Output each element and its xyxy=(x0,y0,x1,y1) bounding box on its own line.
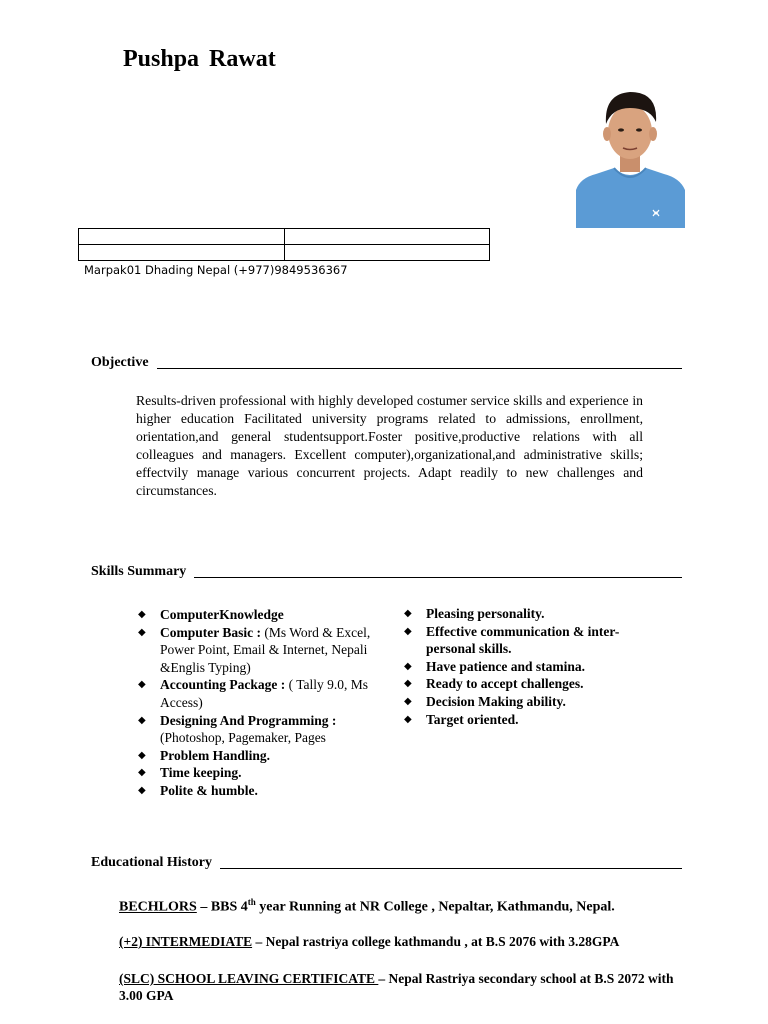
diamond-bullet-icon: ◆ xyxy=(138,714,146,726)
section-rule xyxy=(220,868,682,869)
list-item: ◆ Computer Basic : (Ms Word & Excel, Power Point, Email & Internet, Nepali &Englis Typing) xyxy=(138,624,371,675)
diamond-bullet-icon: ◆ xyxy=(404,625,412,637)
diamond-bullet-icon: ◆ xyxy=(138,626,146,638)
profile-photo-image xyxy=(576,86,685,228)
list-item: ◆ Problem Handling. xyxy=(138,747,271,763)
list-item: ◆ Have patience and stamina. xyxy=(404,658,586,674)
list-item: ◆ Time keeping. xyxy=(138,765,242,781)
diamond-bullet-icon: ◆ xyxy=(404,695,412,707)
diamond-bullet-icon: ◆ xyxy=(138,767,146,779)
skills-list-left xyxy=(136,606,372,800)
list-item: ◆ Target oriented. xyxy=(404,711,519,727)
diamond-bullet-icon: ◆ xyxy=(138,609,146,620)
table-cell xyxy=(284,229,490,245)
list-item: ◆ Designing And Programming : (Photoshop, Pagemaker, Pages xyxy=(138,712,337,746)
list-item: ◆ ComputerKnowledge xyxy=(138,607,284,622)
diamond-bullet-icon: ◆ xyxy=(404,608,412,619)
candidate-name: Pushpa Rawat xyxy=(123,46,276,72)
diamond-bullet-icon: ◆ xyxy=(138,679,146,691)
education-heading-label: Educational History xyxy=(91,855,212,870)
education-item-bachelors: BECHLORS – BBS 4th year Running at NR College , Nepaltar, Kathmandu, Nepal. xyxy=(119,897,615,915)
diamond-bullet-icon: ◆ xyxy=(404,713,412,725)
table-row xyxy=(79,245,490,261)
skills-heading-label: Skills Summary xyxy=(91,564,187,579)
table-row xyxy=(79,229,490,245)
table-cell xyxy=(284,245,490,261)
list-item: ◆ Decision Making ability. xyxy=(404,693,566,709)
objective-heading xyxy=(91,355,682,371)
list-item: ◆ Accounting Package : ( Tally 9.0, Ms Access) xyxy=(138,677,369,710)
education-heading xyxy=(91,855,682,871)
table-cell xyxy=(79,229,285,245)
list-item: ◆ Ready to accept challenges. xyxy=(404,676,584,692)
list-item: ◆ Pleasing personality. xyxy=(404,606,545,621)
section-rule xyxy=(157,368,682,369)
education-item-slc: (SLC) SCHOOL LEAVING CERTIFICATE – Nepal Rastriya secondary school at B.S 2072 with 3.00 GPA xyxy=(119,971,674,1003)
diamond-bullet-icon: ◆ xyxy=(138,749,146,761)
diamond-bullet-icon: ◆ xyxy=(404,660,412,672)
list-item: ◆ Polite & humble. xyxy=(138,782,258,798)
skills-list-right xyxy=(402,605,662,728)
list-item: ◆ Effective communication & inter-personal skills. xyxy=(404,623,620,657)
skills-heading xyxy=(91,564,682,580)
diamond-bullet-icon: ◆ xyxy=(404,678,412,690)
education-item-intermediate: (+2) INTERMEDIATE – Nepal rastriya college kathmandu , at B.S 2076 with 3.28GPA xyxy=(119,934,620,949)
objective-heading-label: Objective xyxy=(91,355,149,370)
table-cell xyxy=(79,245,285,261)
contact-table xyxy=(78,228,490,261)
objective-text: Results-driven professional with highly developed costumer service skills and experience in higher education Facilitated university programs related to admissions, enrollment, orientation,and general studentsupport.Foster positive,productive relations with all colleagues and managers. Excellent computer),organizational,and administrative skills; effectvily manage various concurrent projects. Adapt readily to new challenges and circumstances. xyxy=(136,393,643,498)
diamond-bullet-icon: ◆ xyxy=(138,784,146,796)
contact-address: Marpak01 Dhading Nepal (+977)9849536367 xyxy=(84,263,348,277)
section-rule xyxy=(194,577,682,578)
profile-photo xyxy=(576,86,685,228)
